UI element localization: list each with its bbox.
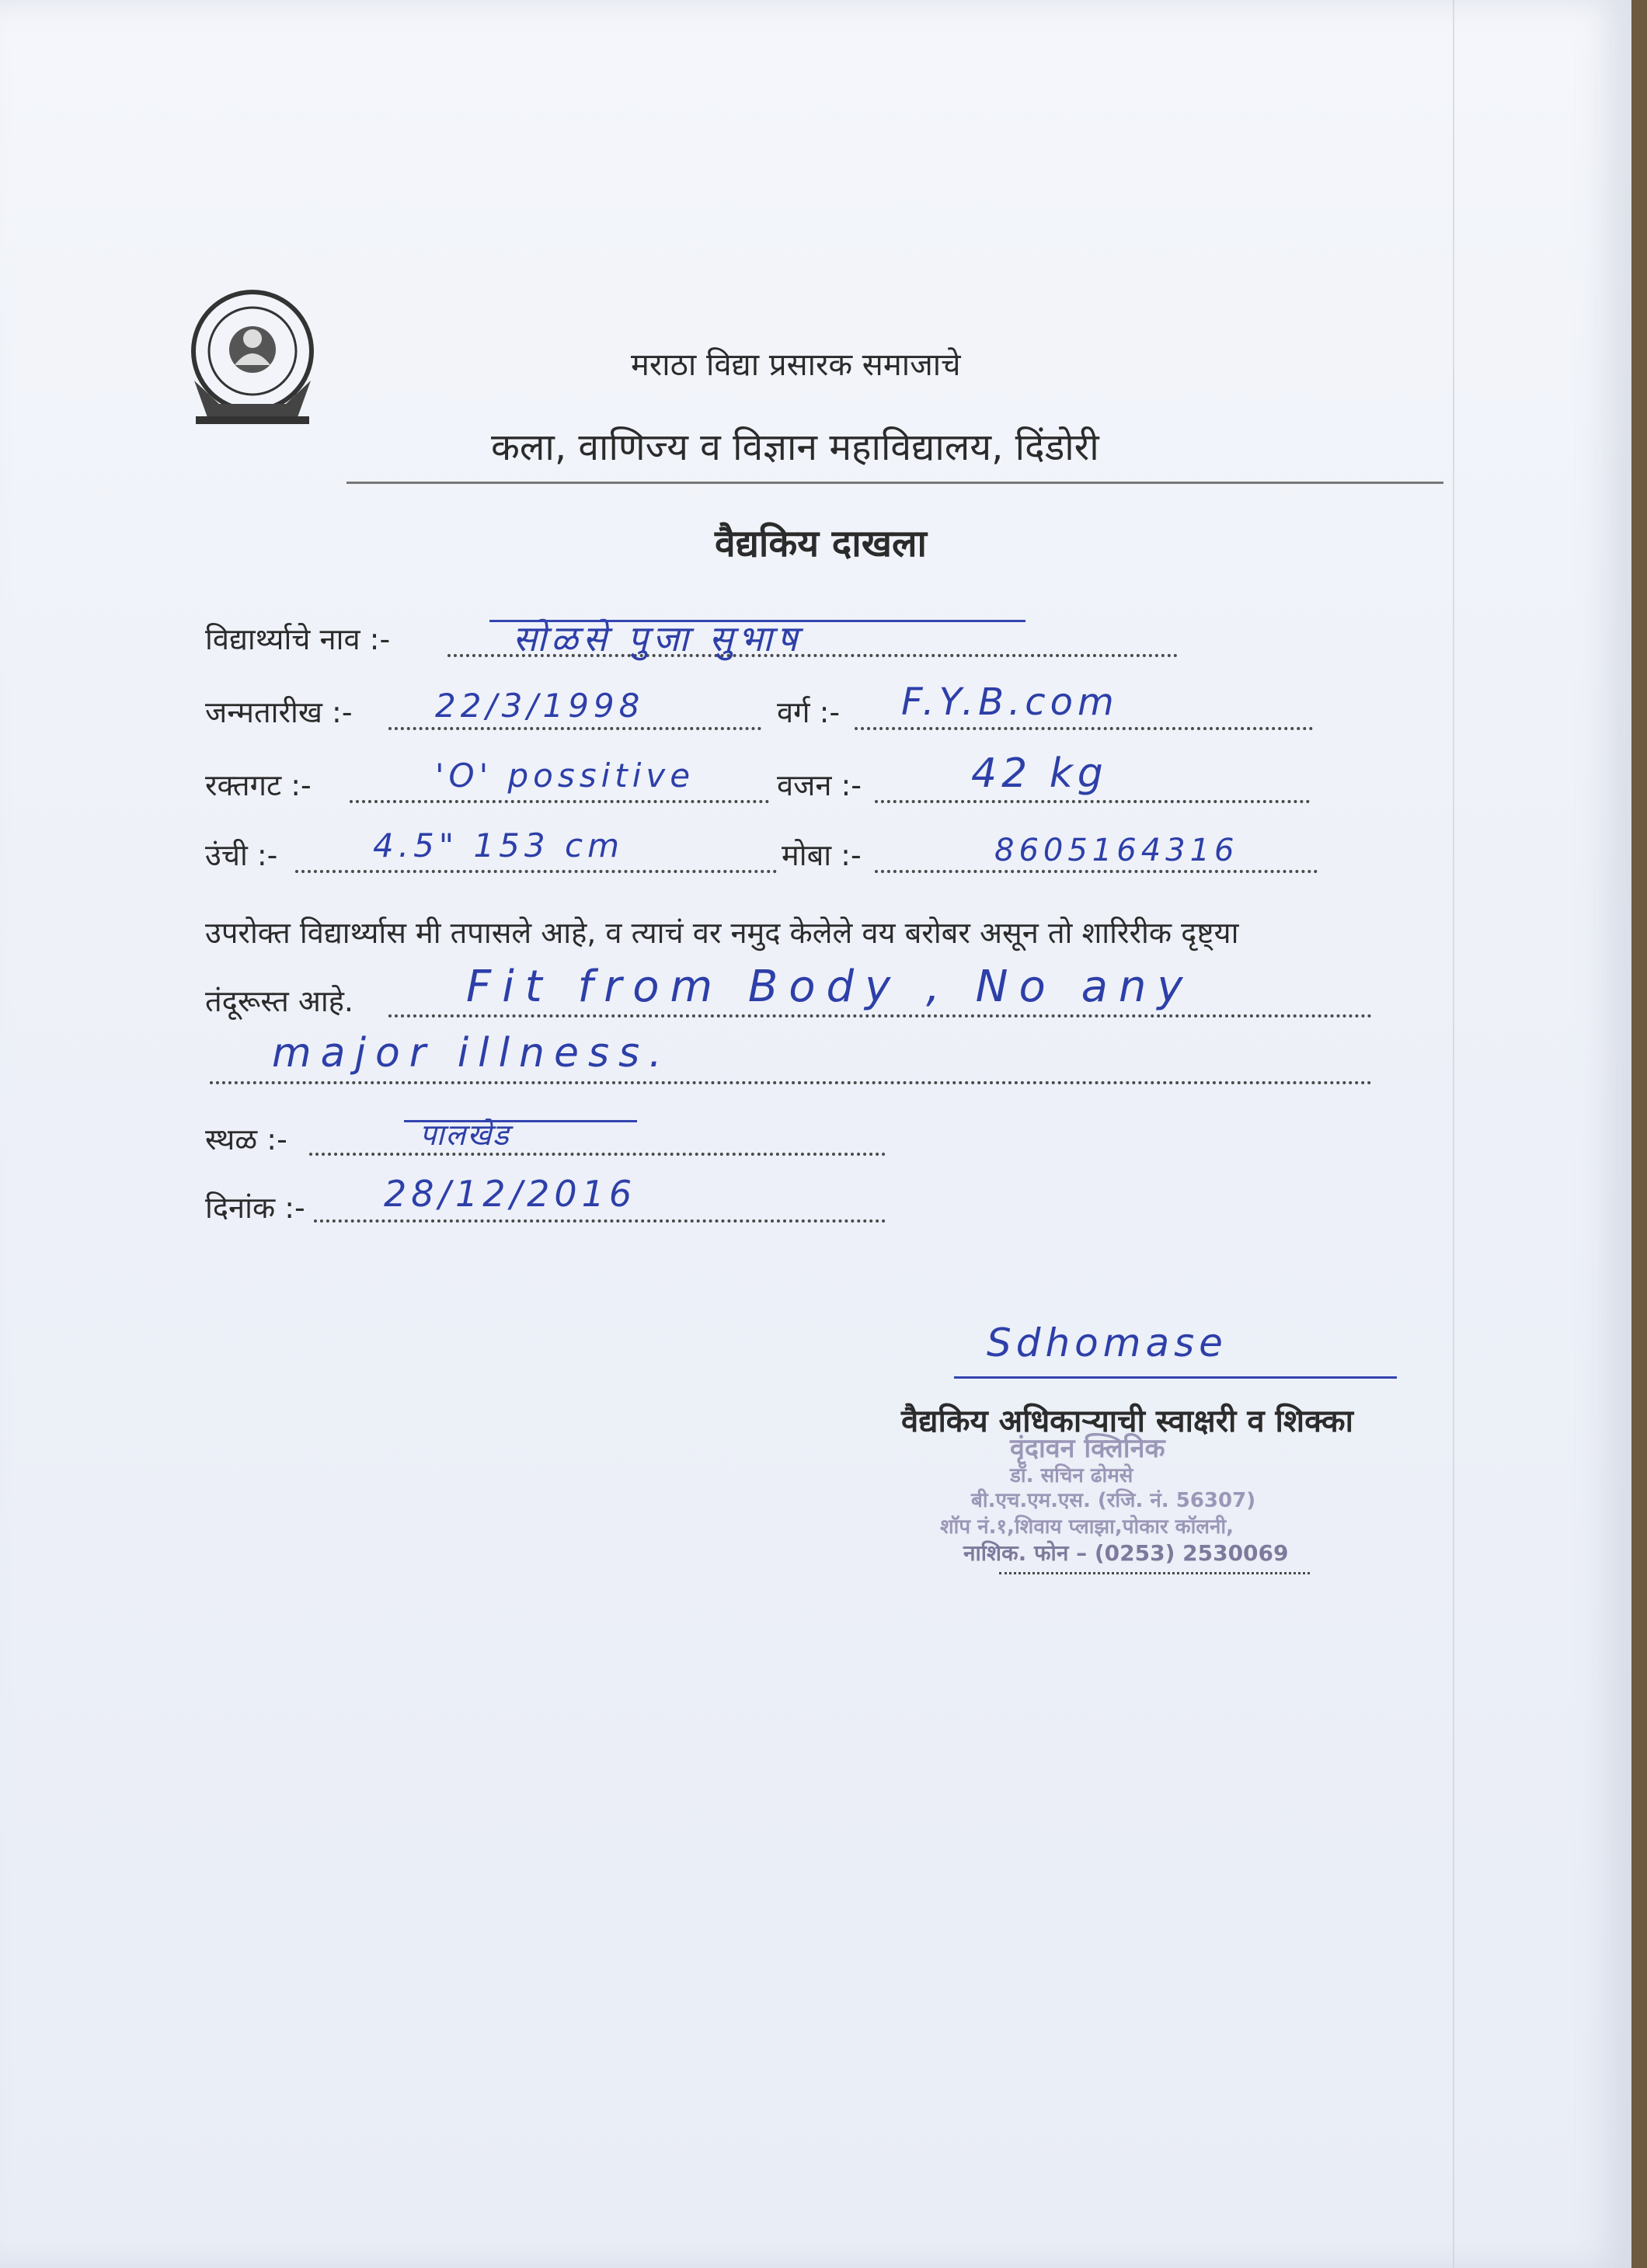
name-underline: [489, 620, 1025, 622]
height-dotted-line: [295, 870, 777, 873]
remark-dotted-line-1: [388, 1014, 1372, 1017]
dob-dotted-line: [388, 727, 761, 730]
doctor-signature: Sdhomase: [987, 1320, 1227, 1365]
college-name: कला, वाणिज्य व विज्ञान महाविद्यालय, दिंडोरी: [491, 426, 1099, 469]
place-label: स्थळ :-: [205, 1122, 287, 1157]
place-underline: [404, 1120, 637, 1122]
date-label: दिनांक :-: [205, 1191, 305, 1225]
remark-dotted-line-2: [210, 1081, 1372, 1084]
height-value: 4.5" 153 cm: [373, 826, 624, 864]
blood-group-value: 'O' possitive: [435, 757, 695, 795]
statement-line-1: उपरोक्त विद्यार्थ्यास मी तपासले आहे, व त्याचं वर नमुद केलेले वय बरोबर असून तो शारिरीक दृष्ट्या: [205, 916, 1239, 950]
paper-fold: [1453, 0, 1454, 2268]
dob-value: 22/3/1998: [435, 687, 645, 725]
name-label: विद्यार्थ्याचे नाव :-: [205, 622, 391, 656]
blood-group-dotted-line: [350, 800, 769, 803]
date-dotted-line: [314, 1219, 886, 1223]
page-title: वैद्यकिय दाखला: [715, 522, 927, 565]
class-dotted-line: [855, 727, 1313, 730]
header-divider: [346, 482, 1443, 484]
place-dotted-line: [309, 1153, 886, 1156]
mobile-label: मोबा :-: [782, 838, 862, 872]
stamp-registration: बी.एच.एम.एस. (रजि. नं. 56307): [971, 1489, 1256, 1512]
class-label: वर्ग :-: [777, 695, 841, 729]
statement-line-2: तंदूरूस्त आहे.: [205, 984, 353, 1018]
college-seal-icon: [180, 287, 325, 432]
society-name: मराठा विद्या प्रसारक समाजाचे: [631, 347, 961, 383]
date-value: 28/12/2016: [384, 1173, 637, 1215]
remark-line-1: Fit from Body , No any: [466, 962, 1194, 1012]
stamp-address: शॉप नं.१,शिवाय प्लाझा,पोकार कॉलनी,: [940, 1515, 1234, 1539]
mobile-value: 8605164316: [994, 833, 1239, 868]
place-value: पालखेड: [420, 1118, 510, 1152]
mobile-dotted-line: [875, 870, 1318, 873]
stamp-doctor-name: डॉ. सचिन ढोमसे: [1010, 1464, 1133, 1487]
blood-group-label: रक्तगट :-: [205, 768, 312, 802]
weight-value: 42 kg: [971, 750, 1108, 797]
stamp-clinic-name: वृंदावन क्लिनिक: [1010, 1433, 1165, 1464]
remark-line-2: major illness.: [272, 1030, 671, 1077]
class-value: F.Y.B.com: [901, 680, 1119, 724]
signature-underline: [954, 1376, 1397, 1379]
weight-label: वजन :-: [777, 768, 862, 802]
signature-caption: वैद्यकिय अधिकाऱ्याची स्वाक्षरी व शिक्का: [901, 1404, 1353, 1439]
stamp-phone: नाशिक. फोन – (0253) 2530069: [963, 1540, 1289, 1566]
name-value: सोळसे पुजा सुभाष: [513, 617, 803, 659]
stamp-dotted-line: [999, 1572, 1310, 1574]
height-label: उंची :-: [205, 838, 278, 872]
weight-dotted-line: [875, 800, 1310, 803]
dob-label: जन्मतारीख :-: [205, 695, 353, 729]
